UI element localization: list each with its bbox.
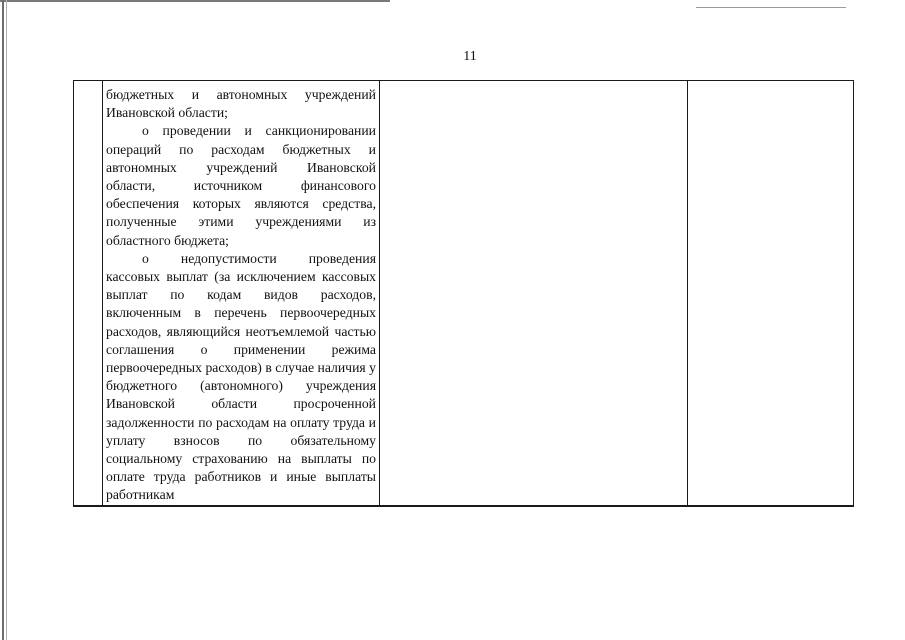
paragraph-1: бюджетных и автономных учреждений Ивановской области;: [106, 87, 376, 121]
cell-empty-2-text: [688, 81, 853, 86]
scan-edge-top-right: [696, 7, 846, 8]
paragraph-3: о недопустимости проведения кассовых выплат (за исключением кассовых выплат по кодам видов расходов, включенным в перечень первоочередных расходов, являющийся неотъемлемой частью соглашения о применении режима первоочередных расходов) в случае наличия у бюджетного (автономного) учреждения Ивановской области просроченной задолженности по расходам на оплату труда и уплату взносов по обязательному социальному страхованию на выплаты по оплате труда работников и иные выплаты работникам: [106, 250, 376, 503]
table-cell-empty-1: [380, 81, 688, 506]
scan-edge-left: [2, 0, 4, 640]
table-cell-empty-2: [688, 81, 854, 506]
scan-edge-left-inner: [6, 0, 7, 640]
cell-content-text: [103, 81, 379, 505]
cell-number-text: [74, 81, 102, 86]
cell-empty-1-text: [380, 81, 687, 86]
page-number: 11: [463, 49, 477, 64]
scan-edge-top: [0, 0, 390, 2]
table-cell-content: [103, 81, 380, 506]
paragraph-2: о проведении и санкционировании операций по расходам бюджетных и автономных учреждений Ивановской области, источником финансового обеспечения которых являются средства, полученные этими учреждениями из областного бюджета;: [106, 123, 376, 248]
table-cell-number: [74, 81, 103, 506]
document-table: [73, 80, 854, 507]
table-row: [74, 81, 854, 506]
